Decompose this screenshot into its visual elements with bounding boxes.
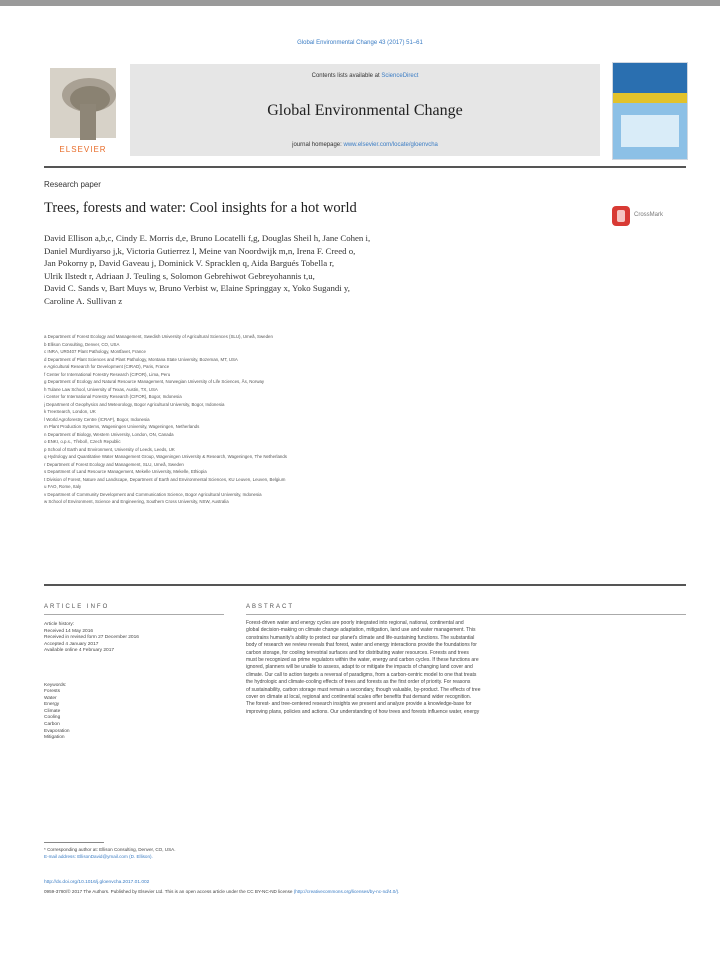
abstract-line: Forest-driven water and energy cycles are poorly integrated into regional, national, continental and	[246, 620, 464, 626]
affiliation-list	[44, 333, 644, 506]
keyword: Cooling	[44, 715, 61, 721]
abstract-line: climate. Our call to action targets a reversal of paradigms, from a carbon-centric model to one that treats	[246, 671, 477, 678]
keyword: Water	[44, 695, 57, 701]
author-line[interactable]: Jan Pokorny p, David Gaveau j, Dominick V. Spracklen q, Aida Bargués Tobella r,	[44, 258, 335, 269]
keyword: Carbon	[44, 721, 60, 727]
affiliation: l World Agroforestry Centre (ICRAF), Bogor, Indonesia	[44, 416, 150, 422]
abstract-heading: ABSTRACT	[246, 604, 295, 610]
license-text: 0959-3780/© 2017 The Authors. Published by Elsevier Ltd. This is an open access article under the CC BY-NC-ND license	[44, 889, 293, 894]
contents-line	[130, 73, 600, 79]
tree-logo-icon	[50, 68, 116, 138]
publisher-wordmark: ELSEVIER	[59, 145, 107, 154]
article-history	[44, 622, 224, 655]
author-line[interactable]: Daniel Murdiyarso j,k, Victoria Gutierrez l, Meine van Noordwijk m,n, Irena F. Creed o,	[44, 245, 356, 256]
abstract-line: cover on climate at local, regional and continental scales offer benefits that demand wider recognition.	[246, 694, 472, 701]
abstract-body	[246, 620, 686, 716]
affiliation: f Center for International Forestry Research (CIFOR), Lima, Peru	[44, 371, 171, 377]
affiliation: c INRA, UR0407 Plant Pathology, Montfavet, France	[44, 349, 146, 354]
author-line[interactable]: David Ellison a,b,c, Cindy E. Morris d,e, Bruno Locatelli f,g, Douglas Sheil h, Jane Cohen i,	[44, 233, 371, 243]
top-border	[0, 0, 720, 6]
affiliation: s Department of Land Resource Management, Mekelle University, Mekelle, Ethiopia	[44, 469, 207, 474]
abstract-line: The forest- and tree-centered research insights we present and analyze provide a knowledge-base for	[246, 701, 472, 708]
article-info-heading: ARTICLE INFO	[44, 604, 110, 610]
journal-banner	[130, 64, 600, 156]
abstract-line: global decision-making on climate change adaptation, mitigation, land use and water management. This	[246, 627, 476, 634]
email-link[interactable]: E-mail address: EllisonDavid@ymail.com (D. Ellison).	[44, 854, 153, 859]
abstract-line: body of research we review reveals that forest, water and energy interactions provide the foundations for	[246, 642, 477, 649]
affiliation: a Department of Forest Ecology and Management, Swedish University of Agricultural Sciences (SLU), Umeå, Sweden	[44, 334, 273, 339]
abstract-line: must be recognized as prime regulators within the water, energy and carbon cycles. If these functions are	[246, 657, 479, 664]
paper-title: Trees, forests and water: Cool insights for a hot world	[44, 200, 357, 216]
abstract-rule	[246, 614, 686, 615]
license-line	[44, 889, 686, 894]
history-line: Available online 4 February 2017	[44, 648, 115, 654]
license-link[interactable]: (http://creativecommons.org/licenses/by-nc-nd/4.0/).	[293, 889, 400, 894]
author-line[interactable]: David C. Sands v, Bart Muys w, Bruno Verbist w, Elaine Springgay x, Yoko Sugandi y,	[44, 283, 350, 294]
affiliation: t Division of Forest, Nature and Landscape, Department of Earth and Environmental Sciences, KU Leuven, Leuven, Belgium	[44, 476, 286, 482]
affiliation: n Department of Biology, Western University, London, ON, Canada	[44, 431, 174, 437]
history-line: Received 14 May 2016	[44, 628, 94, 634]
author-line[interactable]: Caroline A. Sullivan z	[44, 295, 123, 306]
affiliation: k TreeSearch, London, UK	[44, 409, 96, 414]
doi-link[interactable]: http://dx.doi.org/10.1016/j.gloenvcha.2017.01.002	[44, 880, 150, 885]
affiliation: i Center for International Forestry Research (CIFOR), Bogor, Indonesia	[44, 394, 182, 399]
keyword: Climate	[44, 708, 61, 714]
footnote-rule	[44, 842, 104, 843]
homepage-prefix: journal homepage:	[292, 142, 342, 148]
journal-cover-thumbnail[interactable]	[612, 62, 688, 160]
affiliation: m Plant Production Systems, Wageningen University, Wageningen, Netherlands	[44, 424, 200, 429]
affiliation: p School of Earth and Environment, University of Leeds, Leeds, UK	[44, 446, 175, 452]
abstract-line: ignored, planners will be unable to assess, adapt to or mitigate the impacts of changing land cover and	[246, 664, 473, 671]
author-line[interactable]: Ulrik Ilstedt r, Adriaan J. Teuling s, Solomon Gebrehiwot Gebreyohannis t,u,	[44, 270, 315, 281]
homepage-line	[130, 142, 600, 148]
sciencedirect-link[interactable]: ScienceDirect	[381, 73, 419, 79]
journal-title: Global Environmental Change	[267, 102, 463, 119]
affiliation: r Department of Forest Ecology and Management, SLU, Umeå, Sweden	[44, 461, 184, 467]
affiliation: u FAO, Rome, Italy	[44, 484, 82, 489]
keyword: Mitigation	[44, 735, 65, 741]
history-line: Article history:	[44, 622, 75, 627]
affiliation: w School of Environment, Science and Engineering, Southern Cross University, NSW, Australia	[44, 499, 229, 504]
abstract-line: of sustainability, carbon storage must remain a secondary, though valuable, by-product. The effects of tree	[246, 686, 481, 693]
abstract-line: the hydrologic and climate-cooling effects of trees and forests as the first order of priority. For reasons	[246, 679, 471, 686]
info-rule	[44, 614, 224, 615]
affiliation: g Department of Ecology and Natural Resource Management, Norwegian University of Life Sciences, Ås, Norway	[44, 379, 265, 384]
affiliation: o ENKI, o.p.s., Třeboň, Czech Republic	[44, 439, 121, 444]
keyword-list	[44, 682, 224, 742]
elsevier-logo[interactable]	[44, 64, 122, 156]
author-list	[44, 232, 604, 308]
abstract-line: constrains humanity's ability to protect our planet's climate and life-sustaining functions. The substantial	[246, 634, 475, 641]
article-type: Research paper	[44, 180, 101, 189]
footnotes	[44, 846, 444, 860]
header-divider	[44, 166, 686, 168]
crossmark-icon	[612, 206, 630, 226]
history-line: Received in revised form 27 December 2016	[44, 635, 139, 641]
abstract-line: improving plans, policies and actions. Our understanding of how trees and forests influence water, energy	[246, 708, 480, 715]
corresponding-author-note: * Corresponding author at: Ellison Consulting, Denver, CO, USA.	[44, 847, 176, 852]
keyword: Forests	[44, 689, 60, 694]
keywords-heading: Keywords:	[44, 683, 67, 688]
affiliation: h Tulane Law School, University of Texas, Austin, TX, USA	[44, 386, 158, 392]
journal-homepage-link[interactable]: www.elsevier.com/locate/gloenvcha	[343, 142, 438, 148]
journal-masthead	[44, 62, 686, 158]
affiliation: d Department of Plant Sciences and Plant Pathology, Montana State University, Bozeman, MT, USA	[44, 356, 238, 362]
keyword: Evaporation	[44, 728, 70, 734]
crossmark-badge[interactable]	[612, 206, 674, 228]
affiliation: b Ellison Consulting, Denver, CO, USA	[44, 341, 120, 347]
affiliation: v Department of Community Development and Communication Science, Bogor Agricultural University, Indonesia	[44, 491, 262, 497]
contents-prefix: Contents lists available at	[311, 73, 380, 79]
affiliation: e Agricultural Research for Development (CIRAD), Paris, France	[44, 364, 170, 369]
affiliation-divider	[44, 584, 686, 586]
affiliation: q Hydrology and Quantitative Water Management Group, Wageningen University & Research, Wageningen, The Netherlands	[44, 454, 287, 459]
affiliation: j Department of Geophysics and Meteorology, Bogor Agricultural University, Bogor, Indonesia	[44, 401, 225, 407]
journal-citation-link[interactable]: Global Environmental Change 43 (2017) 51–61	[297, 40, 423, 46]
history-line: Accepted 4 January 2017	[44, 641, 99, 647]
keyword: Energy	[44, 702, 60, 708]
crossmark-label: CrossMark	[634, 212, 664, 218]
abstract-line: carbon storage, for cooling terrestrial surfaces and for distributing water resources. Forests and trees	[246, 649, 469, 656]
